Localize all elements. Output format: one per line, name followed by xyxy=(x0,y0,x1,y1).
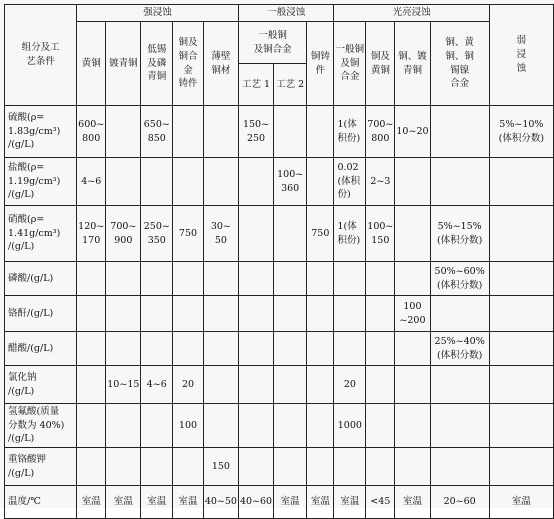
table-cell xyxy=(106,404,141,448)
table-cell xyxy=(307,106,334,158)
table-row xyxy=(5,106,554,158)
table-cell xyxy=(489,158,553,206)
table-cell xyxy=(489,206,553,262)
table-cell: 2~3 xyxy=(366,158,395,206)
table-row xyxy=(5,448,554,486)
table-cell xyxy=(395,262,430,296)
table-cell: 1(体 积份) xyxy=(334,106,366,158)
table-cell xyxy=(395,404,430,448)
header-tin-bronze: 镀青铜 xyxy=(106,22,141,106)
table-cell: 700~ 800 xyxy=(366,106,395,158)
header-copper-mix-alloy: 铜、黄 铜、铜 锡镍 合金 xyxy=(430,22,489,106)
header-copper-brass: 铜及 黄铜 xyxy=(366,22,395,106)
table-cell xyxy=(307,158,334,206)
table-cell: 40~60 xyxy=(238,486,273,519)
table-cell xyxy=(430,296,489,332)
table-cell xyxy=(77,404,106,448)
table-cell xyxy=(366,296,395,332)
table-cell xyxy=(106,296,141,332)
table-cell xyxy=(366,366,395,404)
table-cell: 5%~10% (体积分数) xyxy=(489,106,553,158)
table-row xyxy=(5,486,554,519)
table-cell: 1(体 积份) xyxy=(334,206,366,262)
table-cell xyxy=(238,366,273,404)
table-cell: 150 xyxy=(203,448,238,486)
table-cell: 20 xyxy=(334,366,366,404)
row-label: 温度/℃ xyxy=(5,486,77,519)
table-cell xyxy=(366,262,395,296)
table-cell xyxy=(489,448,553,486)
table-cell xyxy=(334,262,366,296)
table-cell xyxy=(395,158,430,206)
table-cell xyxy=(77,262,106,296)
table-cell: 750 xyxy=(173,206,204,262)
table-cell: 650~ 850 xyxy=(141,106,173,158)
table-cell xyxy=(141,262,173,296)
table-cell: 30~ 50 xyxy=(203,206,238,262)
table-cell xyxy=(274,262,307,296)
table-cell: 250~ 350 xyxy=(141,206,173,262)
table-cell xyxy=(173,332,204,366)
table-cell xyxy=(307,404,334,448)
table-cell xyxy=(173,158,204,206)
table-cell: 1000 xyxy=(334,404,366,448)
table-cell: 600~ 800 xyxy=(77,106,106,158)
table-cell xyxy=(489,332,553,366)
table-cell: 室温 xyxy=(334,486,366,519)
table-cell xyxy=(489,262,553,296)
table-cell xyxy=(489,404,553,448)
table-cell: 100 ~200 xyxy=(395,296,430,332)
table-cell: 室温 xyxy=(274,486,307,519)
table-cell xyxy=(106,262,141,296)
row-label: 硫酸(ρ= 1.83g/cm³) /(g/L) xyxy=(5,106,77,158)
table-cell xyxy=(366,332,395,366)
table-cell xyxy=(395,448,430,486)
table-row xyxy=(5,366,554,404)
table-cell xyxy=(203,404,238,448)
table-row xyxy=(5,332,554,366)
table-cell xyxy=(334,448,366,486)
table-cell xyxy=(106,106,141,158)
table-cell xyxy=(141,158,173,206)
table-cell xyxy=(274,206,307,262)
table-cell xyxy=(77,366,106,404)
table-cell xyxy=(203,158,238,206)
table-cell xyxy=(77,296,106,332)
header-thin-wall-copper: 薄壁 铜材 xyxy=(203,22,238,106)
table-cell: 室温 xyxy=(141,486,173,519)
table-cell xyxy=(395,366,430,404)
table-cell xyxy=(395,332,430,366)
table-cell xyxy=(173,296,204,332)
header-general-etching: 一般浸蚀 xyxy=(238,5,333,22)
table-cell xyxy=(77,448,106,486)
table-cell xyxy=(307,262,334,296)
table-cell: 120~ 170 xyxy=(77,206,106,262)
table-cell xyxy=(395,206,430,262)
table-cell: 4~6 xyxy=(141,366,173,404)
header-brass: 黄铜 xyxy=(77,22,106,106)
etching-solution-table xyxy=(4,4,554,519)
table-cell xyxy=(238,404,273,448)
table-cell xyxy=(274,366,307,404)
table-cell: 750 xyxy=(307,206,334,262)
table-cell xyxy=(307,296,334,332)
table-cell xyxy=(430,158,489,206)
table-cell xyxy=(106,332,141,366)
table-cell xyxy=(334,332,366,366)
table-cell xyxy=(430,404,489,448)
table-cell xyxy=(173,106,204,158)
table-cell: 100~ 150 xyxy=(366,206,395,262)
table-cell: 室温 xyxy=(395,486,430,519)
table-cell xyxy=(141,404,173,448)
table-cell xyxy=(203,332,238,366)
header-general-copper-alloy: 一般铜 及铜合金 xyxy=(238,22,306,64)
table-cell xyxy=(106,448,141,486)
table-cell xyxy=(430,448,489,486)
table-cell xyxy=(274,332,307,366)
header-process-2: 工艺 2 xyxy=(274,64,307,106)
table-cell: 150~ 250 xyxy=(238,106,273,158)
table-cell xyxy=(307,332,334,366)
header-strong-etching: 强浸蚀 xyxy=(77,5,239,22)
table-row xyxy=(5,158,554,206)
row-label: 盐酸(ρ= 1.19g/cm³) /(g/L) xyxy=(5,158,77,206)
table-cell xyxy=(274,106,307,158)
table-cell: 室温 xyxy=(307,486,334,519)
table-row xyxy=(5,296,554,332)
header-copper-tin-bronze: 铜、镀 青铜 xyxy=(395,22,430,106)
table-cell xyxy=(274,448,307,486)
header-general-alloy: 一般铜 及铜 合金 xyxy=(334,22,366,106)
table-cell: 室温 xyxy=(173,486,204,519)
table-cell xyxy=(77,332,106,366)
table-cell: 室温 xyxy=(77,486,106,519)
header-copper-alloy-casting: 铜及 铜合金 铸件 xyxy=(173,22,204,106)
table-cell: 100~ 360 xyxy=(274,158,307,206)
table-row xyxy=(5,404,554,448)
table-cell xyxy=(106,158,141,206)
table-cell xyxy=(366,404,395,448)
row-label: 重铬酸钾 /(g/L) xyxy=(5,448,77,486)
table-cell xyxy=(430,106,489,158)
table-cell xyxy=(307,448,334,486)
table-cell: 700~ 900 xyxy=(106,206,141,262)
table-cell xyxy=(366,448,395,486)
table-cell xyxy=(238,206,273,262)
table-cell: 20 xyxy=(173,366,204,404)
table-cell xyxy=(203,296,238,332)
table-cell: 5%~15% (体积分数) xyxy=(430,206,489,262)
table-cell: 50%~60% (体积分数) xyxy=(430,262,489,296)
table-cell xyxy=(141,296,173,332)
row-label: 氯化钠 /(g/L) xyxy=(5,366,77,404)
table-cell xyxy=(238,296,273,332)
table-cell: 100 xyxy=(173,404,204,448)
header-weak-etching: 弱 浸 蚀 xyxy=(489,5,553,106)
table-cell xyxy=(203,366,238,404)
table-cell xyxy=(489,366,553,404)
row-label: 醋酸/(g/L) xyxy=(5,332,77,366)
table-cell: 0.02 (体积 份) xyxy=(334,158,366,206)
header-group-label: 组分及工 艺条件 xyxy=(5,5,77,106)
table-cell xyxy=(274,404,307,448)
table-cell: 20~60 xyxy=(430,486,489,519)
table-cell xyxy=(307,366,334,404)
table-cell xyxy=(173,448,204,486)
table-cell xyxy=(238,332,273,366)
table-cell xyxy=(489,296,553,332)
row-label: 铬酐/(g/L) xyxy=(5,296,77,332)
table-cell: 10~15 xyxy=(106,366,141,404)
row-label: 硝酸(ρ= 1.41g/cm³) /(g/L) xyxy=(5,206,77,262)
table-cell: 4~6 xyxy=(77,158,106,206)
table-cell: 40~50 xyxy=(203,486,238,519)
table-cell: 10~20 xyxy=(395,106,430,158)
table-cell xyxy=(173,262,204,296)
table-cell xyxy=(430,366,489,404)
table-cell xyxy=(238,262,273,296)
table-cell xyxy=(334,296,366,332)
table-cell: 室温 xyxy=(106,486,141,519)
header-copper-casting: 铜铸件 xyxy=(307,22,334,106)
row-label: 氢氟酸(质量 分数为 40%) /(g/L) xyxy=(5,404,77,448)
table-cell: 25%~40% (体积分数) xyxy=(430,332,489,366)
table-cell: 室温 xyxy=(489,486,553,519)
table-cell xyxy=(238,448,273,486)
table-cell xyxy=(141,448,173,486)
table-row xyxy=(5,262,554,296)
table-cell xyxy=(238,158,273,206)
header-low-tin-phos-bronze: 低锡 及磷 青铜 xyxy=(141,22,173,106)
header-bright-etching: 光亮浸蚀 xyxy=(334,5,489,22)
row-label: 磷酸/(g/L) xyxy=(5,262,77,296)
table-cell: <45 xyxy=(366,486,395,519)
table-cell xyxy=(203,262,238,296)
table-cell xyxy=(274,296,307,332)
header-process-1: 工艺 1 xyxy=(238,64,273,106)
table-cell xyxy=(203,106,238,158)
table-cell xyxy=(141,332,173,366)
table-row xyxy=(5,206,554,262)
